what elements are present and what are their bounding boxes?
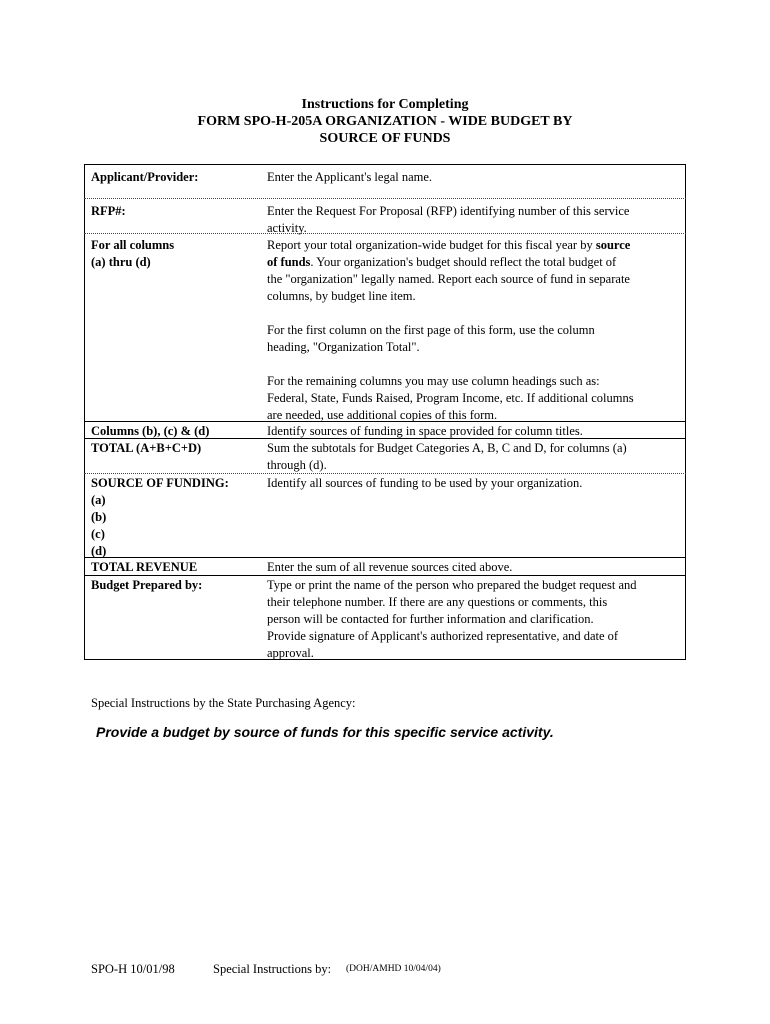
title-line-2: FORM SPO-H-205A ORGANIZATION - WIDE BUDGET BY — [197, 114, 573, 129]
special-instructions-note: Provide a budget by source of funds for this specific service activity. — [96, 724, 554, 740]
columns-bcd-label: Columns (b), (c) & (d) — [91, 424, 210, 438]
budget-prepared-desc-line: Provide signature of Applicant's authorized representative, and date of — [267, 629, 619, 643]
budget-prepared-desc-line: approval. — [267, 646, 314, 660]
total-desc-line: Sum the subtotals for Budget Categories A, B, C and D, for columns (a) — [267, 441, 627, 455]
applicant-desc: Enter the Applicant's legal name. — [267, 170, 433, 184]
all-columns-desc-line: are needed, use additional copies of this form. — [267, 408, 498, 422]
rfp-desc — [267, 203, 683, 237]
special-instructions-label: Special Instructions by the State Purchasing Agency: — [91, 696, 356, 710]
rfp-desc-line: Enter the Request For Proposal (RFP) identifying number of this service — [267, 204, 630, 218]
funding-source-a: (a) — [91, 493, 106, 507]
source-of-funding-desc: Identify all sources of funding to be used by your organization. — [267, 476, 583, 490]
total-desc-line: through (d). — [267, 458, 327, 472]
desc-bold-text: source — [595, 238, 631, 252]
desc-bold-text: of funds — [267, 255, 311, 269]
columns-bcd-desc: Identify sources of funding in space provided for column titles. — [267, 424, 583, 438]
footer-form-id: SPO-H 10/01/98 — [91, 962, 175, 976]
rfp-desc-line: activity. — [267, 221, 307, 235]
source-of-funding-label — [91, 475, 229, 560]
funding-source-c: (c) — [91, 527, 105, 541]
budget-prepared-desc-line: their telephone number. If there are any questions or comments, this — [267, 595, 608, 609]
budget-prepared-desc-line: person will be contacted for further information and clarification. — [267, 612, 594, 626]
desc-text: Report your total organization-wide budget for this fiscal year by — [267, 238, 596, 252]
total-desc — [267, 440, 683, 474]
all-columns-desc — [267, 237, 683, 424]
footer-special-by: Special Instructions by: — [213, 962, 332, 976]
all-columns-desc-line: Federal, State, Funds Raised, Program Income, etc. If additional columns — [267, 391, 634, 405]
all-columns-desc-line: columns, by budget line item. — [267, 289, 416, 303]
budget-prepared-desc — [267, 577, 683, 662]
all-columns-desc-line: For the first column on the first page of this form, use the column — [267, 323, 595, 337]
footer-agency: (DOH/AMHD 10/04/04) — [346, 964, 441, 974]
all-columns-desc-line: heading, "Organization Total". — [267, 340, 420, 354]
total-revenue-desc: Enter the sum of all revenue sources cited above. — [267, 560, 513, 574]
form-title — [0, 96, 770, 147]
title-line-3: SOURCE OF FUNDS — [319, 131, 451, 146]
budget-prepared-desc-line: Type or print the name of the person who prepared the budget request and — [267, 578, 637, 592]
all-columns-label — [91, 237, 174, 271]
all-columns-label-line: (a) thru (d) — [91, 255, 151, 269]
all-columns-desc-line — [267, 254, 683, 271]
desc-text: . Your organization's budget should reflect the total budget of — [310, 255, 617, 269]
all-columns-label-line: For all columns — [91, 238, 175, 252]
title-line-1: Instructions for Completing — [301, 97, 469, 112]
all-columns-desc-line — [267, 237, 683, 254]
total-label: TOTAL (A+B+C+D) — [91, 441, 202, 455]
total-revenue-label: TOTAL REVENUE — [91, 560, 198, 574]
row-divider — [84, 198, 686, 199]
all-columns-desc-line: For the remaining columns you may use column headings such as: — [267, 374, 600, 388]
source-of-funding-title: SOURCE OF FUNDING: — [91, 476, 229, 490]
applicant-label: Applicant/Provider: — [91, 170, 199, 184]
funding-source-b: (b) — [91, 510, 107, 524]
budget-prepared-label: Budget Prepared by: — [91, 578, 203, 592]
rfp-label: RFP#: — [91, 204, 126, 218]
funding-source-d: (d) — [91, 544, 107, 558]
all-columns-desc-line: the "organization" legally named. Report each source of fund in separate — [267, 272, 630, 286]
